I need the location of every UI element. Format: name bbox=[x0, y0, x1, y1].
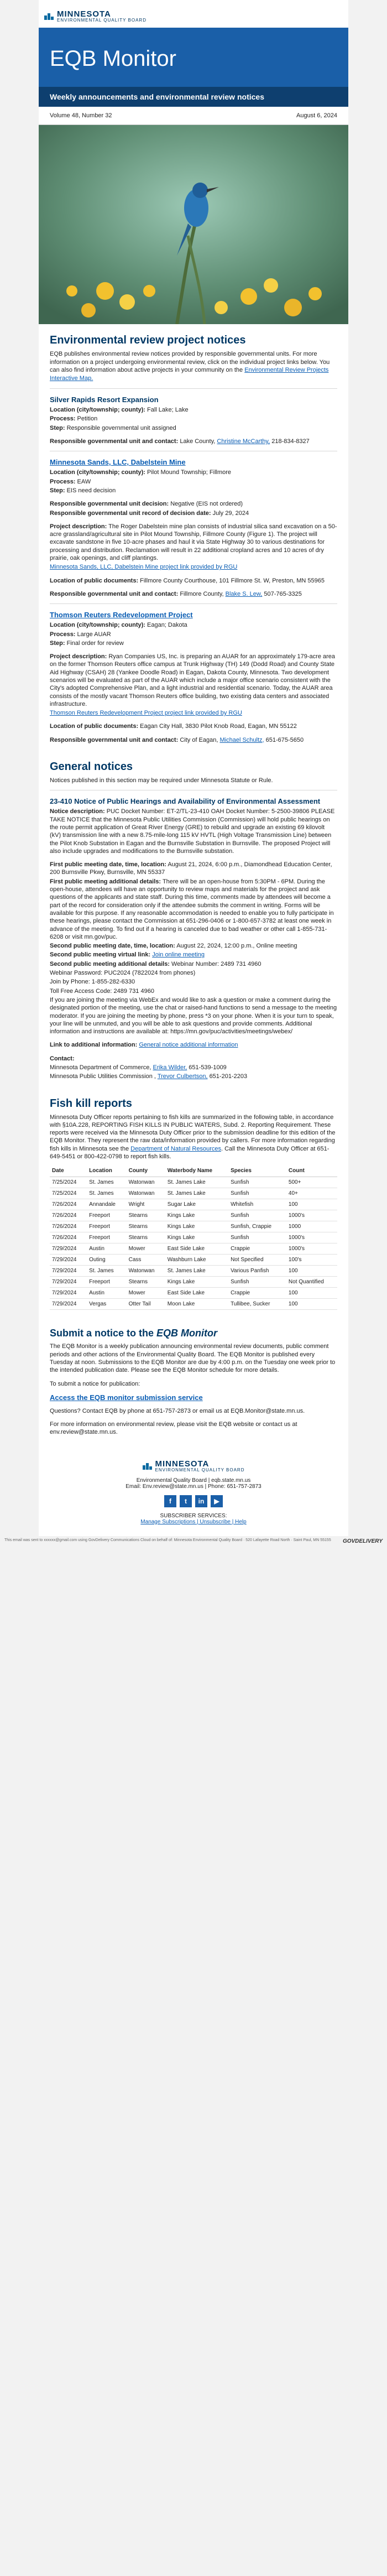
table-cell: Freeport bbox=[87, 1210, 126, 1221]
submit-questions: Questions? Contact EQB by phone at 651-757-2873 or email us at EQB.Monitor@state.mn.us. bbox=[50, 1407, 305, 1414]
table-cell: 7/29/2024 bbox=[50, 1255, 87, 1266]
project-decision-date: Responsible governmental unit record of decision date: July 29, 2024 bbox=[50, 509, 249, 517]
table-cell: Outing bbox=[87, 1255, 126, 1266]
project-location: Location (city/township; county): Pilot Mound Township; Fillmore bbox=[50, 469, 232, 476]
general-intro: Notices published in this section may be required under Minnesota Statute or Rule. bbox=[50, 777, 273, 784]
table-cell: Tullibee, Sucker bbox=[228, 1299, 286, 1310]
table-cell: Mower bbox=[127, 1288, 165, 1299]
table-row bbox=[50, 1299, 337, 1310]
table-cell: 1000's bbox=[286, 1210, 337, 1221]
table-cell: Sunfish bbox=[228, 1210, 286, 1221]
rgu-project-link[interactable]: Minnesota Sands, LLC, Dabelstein Mine project link provided by RGU bbox=[50, 564, 238, 571]
webex-instructions: If you are joining the meeting via WebEx and would like to ask a question or make a comment during the designated portion of the meeting, use the chat or raised-hand functions to send a message to the meeting moderator. If you are joining the meeting by phone, press *3 on your phone. When it is your turn to speak, your line will be unmuted, and you will be able to ask questions and provide comments. Additional information and instructions are available at: https://mn.gov/puc/activities/meetings/webex/ bbox=[50, 996, 337, 1035]
table-cell: 7/26/2024 bbox=[50, 1210, 87, 1221]
footer-line-1: Environmental Quality Board | eqb.state.mn.us bbox=[136, 1477, 251, 1484]
additional-info: Link to additional information: General notice additional information bbox=[50, 1042, 238, 1049]
table-cell: 7/29/2024 bbox=[50, 1299, 87, 1310]
table-cell: Kings Lake bbox=[165, 1232, 228, 1243]
project-rgu: Responsible governmental unit and contact: Fillmore County, Blake S. Lew, 507-765-3325 bbox=[50, 590, 302, 597]
subscriber-label: SUBSCRIBER SERVICES: bbox=[160, 1512, 227, 1519]
submit-section bbox=[39, 1315, 348, 1443]
bottom-strip bbox=[0, 1536, 387, 1547]
table-cell: Austin bbox=[87, 1243, 126, 1255]
join-by-phone: Join by Phone: 1-855-282-6330 bbox=[50, 979, 135, 986]
project-location: Location (city/township; county): Fall Lake; Lake bbox=[50, 407, 189, 414]
table-cell: Watonwan bbox=[127, 1266, 165, 1277]
table-cell: 100 bbox=[286, 1299, 337, 1310]
column-header: Count bbox=[286, 1165, 337, 1177]
table-cell: 7/29/2024 bbox=[50, 1288, 87, 1299]
table-cell: St. James bbox=[87, 1177, 126, 1188]
rgu-contact-link[interactable]: Michael Schultz, bbox=[219, 736, 264, 743]
project-step: Step: Responsible governmental unit assigned bbox=[50, 424, 176, 431]
topbar bbox=[39, 0, 348, 28]
project-process: Process: Large AUAR bbox=[50, 631, 111, 638]
section-title-fish: Fish kill reports bbox=[50, 1097, 132, 1110]
project-thomson-reuters bbox=[50, 611, 337, 744]
table-cell: Freeport bbox=[87, 1221, 126, 1232]
table-row bbox=[50, 1277, 337, 1288]
project-step: Step: Final order for review bbox=[50, 639, 124, 647]
project-title-link[interactable]: Minnesota Sands, LLC, Dabelstein Mine bbox=[50, 458, 186, 467]
twitter-icon[interactable]: t bbox=[180, 1495, 192, 1507]
social-links bbox=[39, 1495, 348, 1507]
submit-description: The EQB Monitor is a weekly publication announcing environmental review documents, public comment periods and other actions of the Environmental Quality Board. The EQB Monitor is published every Tuesday at noon. Submissions to the EQB Monitor are due by 4:00 p.m. on the Tuesday one week prior to the intended publication date. Please see the EQB Monitor schedule for more details. bbox=[50, 1343, 336, 1374]
logo-text: MINNESOTA bbox=[57, 9, 111, 19]
table-cell: St. James Lake bbox=[165, 1177, 228, 1188]
project-process: Process: Petition bbox=[50, 415, 98, 423]
table-cell: 7/25/2024 bbox=[50, 1188, 87, 1199]
table-cell: Crappie bbox=[228, 1288, 286, 1299]
project-public-docs: Location of public documents: Eagan City Hall, 3830 Pilot Knob Road, Eagan, MN 55122 bbox=[50, 723, 297, 730]
table-cell: Stearns bbox=[127, 1277, 165, 1288]
table-cell: 7/26/2024 bbox=[50, 1199, 87, 1210]
submit-title: Submit a notice to the EQB Monitor bbox=[50, 1328, 218, 1339]
table-cell: Vergas bbox=[87, 1299, 126, 1310]
table-cell: Not Specified bbox=[228, 1255, 286, 1266]
table-cell: Various Panfish bbox=[228, 1266, 286, 1277]
table-cell: St. James bbox=[87, 1188, 126, 1199]
column-header: Date bbox=[50, 1165, 87, 1177]
table-cell: Sugar Lake bbox=[165, 1199, 228, 1210]
divider bbox=[50, 603, 337, 604]
bird-photo-icon bbox=[39, 125, 348, 324]
table-row bbox=[50, 1232, 337, 1243]
table-cell: 7/29/2024 bbox=[50, 1266, 87, 1277]
second-meeting-virtual: Second public meeting virtual link: Join online meeting bbox=[50, 951, 205, 959]
table-cell: Not Quantified bbox=[286, 1277, 337, 1288]
notice-title: 23-410 Notice of Public Hearings and Availability of Environmental Assessment bbox=[50, 797, 321, 806]
submit-prompt: To submit a notice for publication: bbox=[50, 1380, 140, 1387]
table-row bbox=[50, 1199, 337, 1210]
table-row bbox=[50, 1177, 337, 1188]
govdelivery-logo[interactable]: GOVDELIVERY bbox=[342, 1538, 383, 1544]
project-public-docs: Location of public documents: Fillmore County Courthouse, 101 Fillmore St. W, Preston, MN 55965 bbox=[50, 577, 325, 584]
second-meeting: Second public meeting date, time, location: August 22, 2024, 12:00 p.m., Online meeting bbox=[50, 943, 297, 950]
banner-title: EQB Monitor bbox=[50, 46, 176, 71]
table-cell: 7/26/2024 bbox=[50, 1221, 87, 1232]
table-cell: Freeport bbox=[87, 1232, 126, 1243]
project-title: Silver Rapids Resort Expansion bbox=[50, 395, 159, 404]
fish-intro: Minnesota Duty Officer reports pertaining to fish kills are summarized in the following table, in accordance with §10A.228, REPORTING FISH KILLS IN PUBLIC WATERS, Subd. 2. Reporting Requirement. These reports were received via the Minnesota Duty Officer prior to the submission deadline for this edition of the EQB Monitor. They represent the raw data/information provided by callers. For more information regarding fish kills in Minnesota see the Department of Natural Resources. Call the Minnesota Duty Officer at 651-649-5451 or 800-422-0798 to report fish kills. bbox=[50, 1113, 336, 1160]
project-silver-rapids bbox=[50, 395, 337, 445]
table-cell: Sunfish, Crappie bbox=[228, 1221, 286, 1232]
table-cell: Kings Lake bbox=[165, 1221, 228, 1232]
footer-logo[interactable] bbox=[39, 1460, 348, 1473]
footer-logo-subtext: ENVIRONMENTAL QUALITY BOARD bbox=[155, 1467, 245, 1472]
table-cell: Austin bbox=[87, 1288, 126, 1299]
contact-puc: Minnesota Public Utilities Commission , Trevor Culbertson, 651-201-2203 bbox=[50, 1073, 248, 1080]
table-cell: 1000 bbox=[286, 1221, 337, 1232]
mn-logo[interactable] bbox=[44, 10, 343, 23]
table-cell: St. James bbox=[87, 1266, 126, 1277]
column-header: Waterbody Name bbox=[165, 1165, 228, 1177]
issue-date: August 6, 2024 bbox=[296, 112, 337, 119]
logo-mark-icon bbox=[143, 1463, 152, 1470]
table-cell: Annandale bbox=[87, 1199, 126, 1210]
table-cell: Whitefish bbox=[228, 1199, 286, 1210]
divider bbox=[50, 388, 337, 389]
table-cell: 7/29/2024 bbox=[50, 1277, 87, 1288]
section-title-env-review: Environmental review project notices bbox=[50, 334, 246, 346]
table-row bbox=[50, 1188, 337, 1199]
table-row bbox=[50, 1243, 337, 1255]
project-description: Project description: The Roger Dabelstein mine plan consists of industrial silica sand excavation on a 50-acre grassland/agricultural site in Pilot Mound Township, Fillmore County (Figure 1). The project will excavate sandstone in five 10-acre phases and haul it via State Highway 30 to various destinations for processing and distribution. Reclamation will result in 22 additional cropland acres and 10 acres of dry prairie, oak openings, and cliff plantings. bbox=[50, 523, 337, 562]
table-cell: Stearns bbox=[127, 1210, 165, 1221]
table-header-row bbox=[50, 1165, 337, 1177]
table-cell: 7/25/2024 bbox=[50, 1177, 87, 1188]
project-rgu: Responsible governmental unit and contact: Lake County, Christine McCarthy, 218-834-8327 bbox=[50, 438, 310, 445]
logo-subtext: ENVIRONMENTAL QUALITY BOARD bbox=[57, 18, 147, 23]
table-cell: Watonwan bbox=[127, 1177, 165, 1188]
project-step: Step: EIS need decision bbox=[50, 487, 116, 494]
table-row bbox=[50, 1288, 337, 1299]
table-cell: Sunfish bbox=[228, 1232, 286, 1243]
env-review-intro bbox=[50, 350, 337, 383]
table-cell: Cass bbox=[127, 1255, 165, 1266]
table-cell: Washburn Lake bbox=[165, 1255, 228, 1266]
footer bbox=[39, 1443, 348, 1536]
table-cell: Freeport bbox=[87, 1277, 126, 1288]
linkedin-icon[interactable]: in bbox=[195, 1495, 207, 1507]
dnr-link[interactable]: Department of Natural Resources bbox=[130, 1145, 221, 1152]
table-cell: Watonwan bbox=[127, 1188, 165, 1199]
table-cell: 100's bbox=[286, 1255, 337, 1266]
project-description: Project description: Ryan Companies US, Inc. is preparing an AUAR for an approximately 179-acre area on the former Thomson Reuters office campus at Trunk Highway (TH) 149 (Dodd Road) and County State Aid Highway (CSAH) 28 (Yankee Doodle Road) in Eagan, Dakota County, Minnesota. Two development scenarios will be evaluated as part of the AUAR which include a major office scenario consistent with the City's adopted Comprehensive Plan, and a light industrial and residential scenario. Today, the AUAR area consists of the mostly vacant Thomson Reuters office building, two existing data centers and associated infrastructure. bbox=[50, 653, 336, 707]
volume-row bbox=[39, 107, 348, 125]
env-review-intro-text: EQB publishes environmental review notices provided by responsible governmental units. For more information on a project undergoing environmental review, click on the individual project links below. You can also find information about active projects in your community on the bbox=[50, 350, 330, 374]
footer-logo-text: MINNESOTA bbox=[155, 1459, 210, 1469]
table-cell: East Side Lake bbox=[165, 1288, 228, 1299]
additional-info-link[interactable]: General notice additional information bbox=[139, 1042, 238, 1049]
sent-to-text: This email was sent to xxxxxx@gmail.com using GovDelivery Communications Cloud on behalf of: Minnesota Environmental Quality Board · 520 Lafayette Road North · Saint Paul, MN 55155 bbox=[4, 1538, 331, 1542]
rgu-project-link[interactable]: Thomson Reuters Redevelopment Project project link provided by RGU bbox=[50, 710, 242, 717]
subbanner: Weekly announcements and environmental review notices bbox=[39, 87, 348, 107]
first-meeting-details: First public meeting additional details: There will be an open-house from 5:30PM - 6PM. During the open-house, attendees will have an opportunity to review maps and materials for the project and ask questions of the applicants and state staff. During this time, comments made by attendees will become a part of the record for consideration only if the attendee submits the comment in writing. Forms will be available for this purpose. If any reasonable accommodation is needed to enable you to fully participate in these hearings, please contact the Commission at 651-296-0406 or 1-800-657-3782 at least one week in advance of the meeting. To find out if a hearing is canceled due to bad weather or other call 1-855-731-6208 or visit mn.gov/puc. bbox=[50, 878, 334, 940]
hero-image bbox=[39, 125, 348, 324]
notice-description: Notice description: PUC Docket Number: ET-2/TL-23-410 OAH Docket Number: 5-2500-39806 PLEASE TAKE NOTICE that the Minnesota Public Utilities Commission (Commission) will hold public hearings on the route permit application of Great River Energy (GRE) to rebuild and upgrade an existing 69 kilovolt (kV) transmission line with a new 8.75-mile-long 115 kV HVTL (High Voltage Transmission Line) between the Pilot Knob Substation in Eagan and the Burnsville Substation in Burnsville. The proposed Project will also include upgrades and modifications to the Burnsville substation. bbox=[50, 808, 335, 855]
facebook-icon[interactable]: f bbox=[164, 1495, 176, 1507]
column-header: Location bbox=[87, 1165, 126, 1177]
table-row bbox=[50, 1221, 337, 1232]
rgu-contact-link[interactable]: Christine McCarthy, bbox=[217, 438, 270, 445]
table-cell: Stearns bbox=[127, 1221, 165, 1232]
table-cell: Otter Tail bbox=[127, 1299, 165, 1310]
interactive-map-link[interactable]: Environmental Review Projects Interactive Map. bbox=[50, 367, 329, 382]
table-cell: 1000's bbox=[286, 1232, 337, 1243]
table-cell: Kings Lake bbox=[165, 1210, 228, 1221]
table-cell: Wright bbox=[127, 1199, 165, 1210]
logo-mark-icon bbox=[44, 13, 54, 20]
project-title-link[interactable]: Thomson Reuters Redevelopment Project bbox=[50, 611, 193, 620]
project-rgu: Responsible governmental unit and contact: City of Eagan, Michael Schultz, 651-675-5650 bbox=[50, 736, 304, 743]
contact-link[interactable]: Trevor Culbertson, bbox=[157, 1073, 208, 1080]
project-decision: Responsible governmental unit decision: Negative (EIS not ordered) bbox=[50, 501, 243, 508]
column-header: Species bbox=[228, 1165, 286, 1177]
newsletter bbox=[39, 0, 348, 1536]
table-cell: 7/26/2024 bbox=[50, 1232, 87, 1243]
project-process: Process: EAW bbox=[50, 478, 91, 485]
table-cell: Sunfish bbox=[228, 1177, 286, 1188]
table-cell: Moon Lake bbox=[165, 1299, 228, 1310]
fish-kill-table bbox=[50, 1165, 337, 1310]
table-cell: 40+ bbox=[286, 1188, 337, 1199]
webinar-password: Webinar Password: PUC2024 (7822024 from phones) bbox=[50, 970, 196, 977]
table-cell: St. James Lake bbox=[165, 1188, 228, 1199]
youtube-icon[interactable]: ▶ bbox=[211, 1495, 223, 1507]
banner bbox=[39, 28, 348, 87]
project-dabelstein-mine bbox=[50, 458, 337, 598]
contact-link[interactable]: Erika Wilder, bbox=[153, 1064, 187, 1071]
table-row bbox=[50, 1210, 337, 1221]
table-cell: 500+ bbox=[286, 1177, 337, 1188]
table-cell: 100 bbox=[286, 1266, 337, 1277]
fish-kill-section bbox=[39, 1087, 348, 1316]
table-row bbox=[50, 1255, 337, 1266]
second-meeting-details: Second public meeting additional details: Webinar Number: 2489 731 4960 bbox=[50, 960, 262, 967]
table-cell: 7/29/2024 bbox=[50, 1243, 87, 1255]
footer-line-2: Email: Env.review@state.mn.us | Phone: 651-757-2873 bbox=[125, 1483, 262, 1490]
project-location: Location (city/township; county): Eagan; Dakota bbox=[50, 622, 187, 629]
table-cell: 100 bbox=[286, 1199, 337, 1210]
table-cell: 1000's bbox=[286, 1243, 337, 1255]
section-title-general: General notices bbox=[50, 761, 133, 773]
table-cell: 100 bbox=[286, 1288, 337, 1299]
table-cell: Sunfish bbox=[228, 1277, 286, 1288]
general-notices-section bbox=[39, 751, 348, 1087]
table-cell: Mower bbox=[127, 1243, 165, 1255]
table-cell: East Side Lake bbox=[165, 1243, 228, 1255]
table-cell: Kings Lake bbox=[165, 1277, 228, 1288]
table-cell: Stearns bbox=[127, 1232, 165, 1243]
env-review-section bbox=[39, 324, 348, 751]
table-cell: Sunfish bbox=[228, 1188, 286, 1199]
table-row bbox=[50, 1266, 337, 1277]
submit-more-info: For more information on environmental review, please visit the EQB website or contact us at env.review@state.mn.us. bbox=[50, 1421, 297, 1436]
column-header: County bbox=[127, 1165, 165, 1177]
contact-commerce: Minnesota Department of Commerce, Erika Wilder, 651-539-1009 bbox=[50, 1064, 227, 1071]
toll-free-code: Toll Free Access Code: 2489 731 4960 bbox=[50, 987, 154, 995]
rgu-contact-link[interactable]: Blake S. Lew, bbox=[225, 590, 263, 597]
subscriber-links[interactable]: Manage Subscriptions | Unsubscribe | Help bbox=[140, 1518, 247, 1525]
table-cell: Crappie bbox=[228, 1243, 286, 1255]
first-meeting: First public meeting date, time, location: August 21, 2024, 6:00 p.m., Diamondhead Education Center, 200 Burnsville Pkwy, Burnsville, MN 55337 bbox=[50, 861, 332, 876]
volume-label: Volume 48, Number 32 bbox=[50, 112, 112, 119]
submission-service-link[interactable]: Access the EQB monitor submission service bbox=[50, 1393, 203, 1402]
table-cell: St. James Lake bbox=[165, 1266, 228, 1277]
join-online-link[interactable]: Join online meeting bbox=[152, 951, 205, 959]
contact-label: Contact: bbox=[50, 1055, 75, 1062]
